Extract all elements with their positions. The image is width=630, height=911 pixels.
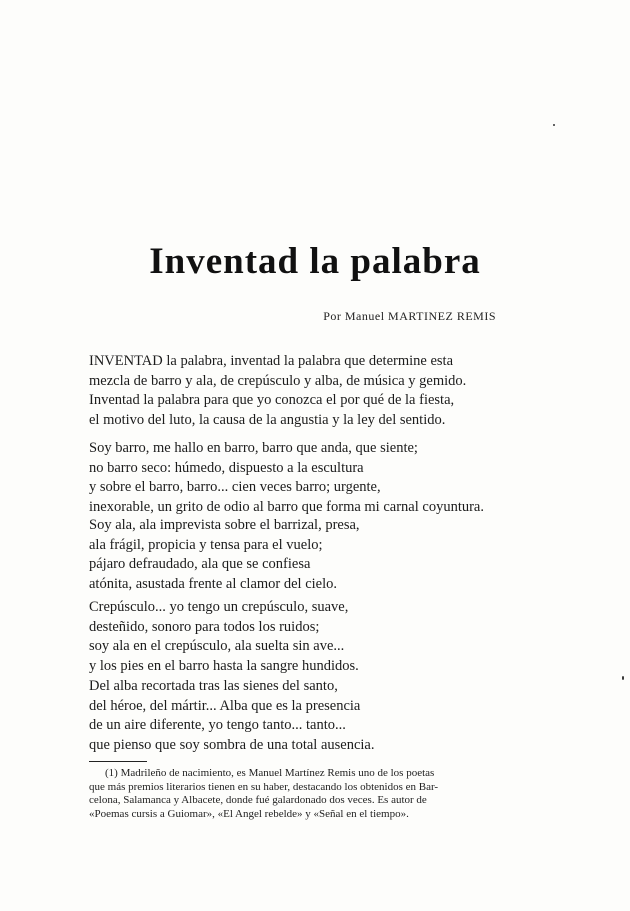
poem-line: Inventad la palabra para que yo conozca el por qué de la fiesta, <box>89 392 455 409</box>
poem-line: Del alba recortada tras las sienes del santo, <box>89 678 338 694</box>
article-title: Inventad la palabra <box>149 241 481 282</box>
footnote <box>89 767 541 821</box>
footnote-separator <box>89 761 147 762</box>
poem-line: Soy barro, me hallo en barro, barro que anda, que siente; <box>89 440 418 456</box>
author-byline: Por Manuel MARTINEZ REMIS <box>323 309 496 323</box>
poem-line: y los pies en el barro hasta la sangre hundidos. <box>89 657 359 674</box>
poem-line: Soy ala, ala imprevista sobre el barrizal, presa, <box>89 517 360 533</box>
poem-line: desteñido, sonoro para todos los ruidos; <box>89 618 320 635</box>
poem-line: el motivo del luto, la causa de la angustia y la ley del sentido. <box>89 411 446 428</box>
poem-line: del héroe, del mártir... Alba que es la presencia <box>89 697 361 714</box>
poem-line: mezcla de barro y ala, de crepúsculo y alba, de música y gemido. <box>89 372 467 389</box>
poem-line: INVENTAD la palabra, inventad la palabra que determine esta <box>89 353 454 369</box>
poem-line: ala frágil, propicia y tensa para el vuelo; <box>89 536 323 553</box>
poem-line: Crepúsculo... yo tengo un crepúsculo, suave, <box>89 599 349 615</box>
poem-stanza-1 <box>89 352 549 430</box>
poem-stanza-2 <box>89 439 549 517</box>
footnote-line: (1) Madrileño de nacimiento, es Manuel Martínez Remis uno de los poetas <box>105 767 435 779</box>
poem-stanza-4 <box>89 598 549 676</box>
poem-line: pájaro defraudado, ala que se confiesa <box>89 556 311 573</box>
print-speck <box>553 124 555 126</box>
footnote-line: que más premios literarios tienen en su haber, destacando los obtenidos en Bar- <box>89 780 439 793</box>
print-speck <box>622 676 624 680</box>
poem-line: inexorable, un grito de odio al barro que forma mi carnal coyuntura. <box>89 498 484 515</box>
poem-line: de un aire diferente, yo tengo tanto... tanto... <box>89 717 346 734</box>
footnote-line: celona, Salamanca y Albacete, donde fué galardonado dos veces. Es autor de <box>89 794 427 807</box>
poem-line: atónita, asustada frente al clamor del cielo. <box>89 575 338 592</box>
poem-line: no barro seco: húmedo, dispuesto a la escultura <box>89 459 364 476</box>
poem-stanza-5 <box>89 677 549 755</box>
poem-line: que pienso que soy sombra de una total ausencia. <box>89 736 375 753</box>
footnote-line: «Poemas cursis a Guiomar», «El Angel rebelde» y «Señal en el tiempo». <box>89 807 409 820</box>
poem-stanza-3 <box>89 516 549 594</box>
poem-line: y sobre el barro, barro... cien veces barro; urgente, <box>89 479 381 496</box>
poem-line: soy ala en el crepúsculo, ala suelta sin ave... <box>89 638 345 655</box>
